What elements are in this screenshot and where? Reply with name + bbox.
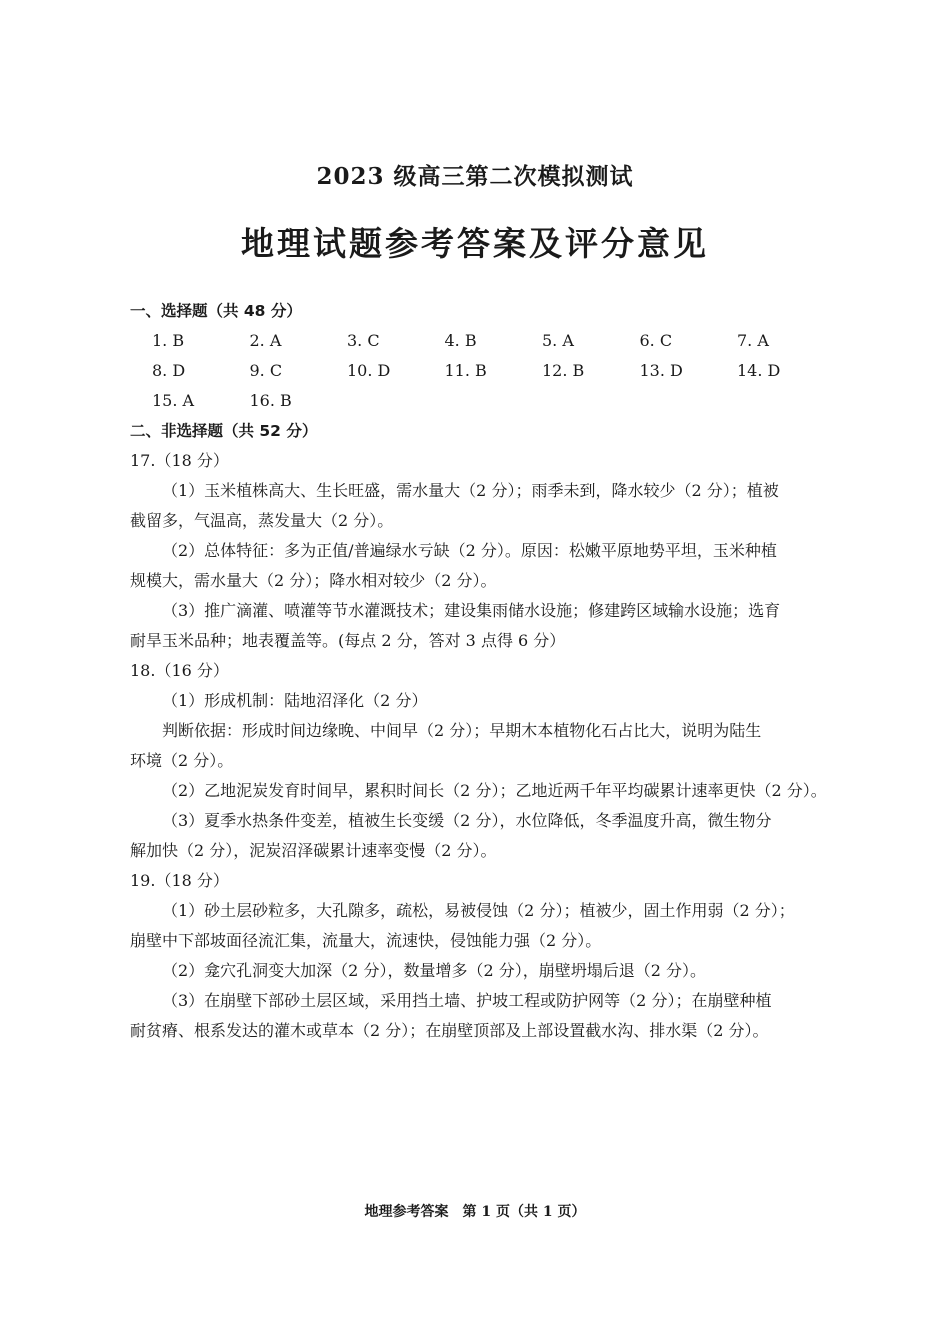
question-17-line: （3）推广滴灌、喷灌等节水灌溉技术；建设集雨储水设施；修建跨区域输水设施；选育: [162, 601, 781, 620]
mc-answer: 4. B: [444, 331, 477, 350]
mc-answer: 11. B: [444, 361, 487, 380]
question-19-line: 崩壁中下部坡面径流汇集，流量大，流速快，侵蚀能力强（2 分）。: [130, 931, 602, 950]
question-17-line: （2）总体特征：多为正值/普遍绿水亏缺（2 分）。原因：松嫩平原地势平坦，玉米种植: [162, 541, 777, 560]
question-18-line: （3）夏季水热条件变差，植被生长变缓（2 分），水位降低，冬季温度升高，微生物分: [162, 811, 772, 830]
mc-answer: 6. C: [639, 331, 673, 350]
mc-answer: 10. D: [347, 361, 391, 380]
question-19-line: （1）砂土层砂粒多，大孔隙多，疏松，易被侵蚀（2 分）；植被少，固土作用弱（2 分）；: [162, 901, 795, 920]
question-18-line: （1）形成机制：陆地沼泽化（2 分）: [162, 691, 428, 710]
question-19-line: （3）在崩壁下部砂土层区域，采用挡土墙、护坡工程或防护网等（2 分）；在崩壁种植: [162, 991, 772, 1010]
mc-answer: 8. D: [152, 361, 186, 380]
document-title: 地理试题参考答案及评分意见: [241, 224, 709, 263]
exam-subtitle: 2023 级高三第二次模拟测试: [316, 163, 634, 190]
mc-answer-row: [130, 386, 840, 416]
question-17-line: 规模大，需水量大（2 分）；降水相对较少（2 分）。: [130, 571, 497, 590]
mc-answer-row: [130, 326, 840, 356]
question-19-line: 耐贫瘠、根系发达的灌木或草本（2 分）；在崩壁顶部及上部设置截水沟、排水渠（2 分）。: [130, 1021, 769, 1040]
mc-answer: 3. C: [347, 331, 380, 350]
question-17-heading: 17.（18 分）: [130, 451, 229, 470]
question-17-line: 耐旱玉米品种；地表覆盖等。(每点 2 分，答对 3 点得 6 分）: [130, 631, 566, 650]
question-17-line: 截留多，气温高，蒸发量大（2 分）。: [130, 511, 394, 530]
mc-answer: 13. D: [639, 361, 683, 380]
mc-answer: 5. A: [542, 331, 574, 350]
question-18-heading: 18.（16 分）: [130, 661, 229, 680]
mc-answer: 12. B: [542, 361, 585, 380]
mc-answer: 9. C: [249, 361, 283, 380]
question-18-line: 判断依据：形成时间边缘晚、中间早（2 分）；早期木本植物化石占比大，说明为陆生: [162, 721, 762, 740]
question-17-line: （1）玉米植株高大、生长旺盛，需水量大（2 分）；雨季未到，降水较少（2 分）；植被: [162, 481, 779, 500]
mc-answer: 14. D: [737, 361, 781, 380]
page-footer: 地理参考答案 第 1 页（共 1 页）: [364, 1204, 586, 1220]
mc-answer: 15. A: [152, 391, 195, 410]
question-19-line: （2）龛穴孔洞变大加深（2 分），数量增多（2 分），崩壁坍塌后退（2 分）。: [162, 961, 706, 980]
mc-answer: 2. A: [249, 331, 282, 350]
question-18-line: 解加快（2 分），泥炭沼泽碳累计速率变慢（2 分）。: [130, 841, 497, 860]
section-heading-multiple-choice: 一、选择题（共 48 分）: [130, 302, 302, 320]
mc-answer-row: [130, 356, 840, 386]
mc-answer: 7. A: [737, 331, 769, 350]
question-19-heading: 19.（18 分）: [130, 871, 229, 890]
question-18-line: （2）乙地泥炭发育时间早，累积时间长（2 分）；乙地近两千年平均碳累计速率更快（2 分）。: [162, 781, 827, 800]
answer-content: [130, 296, 840, 1046]
question-18-line: 环境（2 分）。: [130, 751, 234, 770]
section-heading-free-response: 二、非选择题（共 52 分）: [130, 422, 318, 440]
mc-answer: 16. B: [249, 391, 292, 410]
mc-answer: 1. B: [152, 331, 185, 350]
